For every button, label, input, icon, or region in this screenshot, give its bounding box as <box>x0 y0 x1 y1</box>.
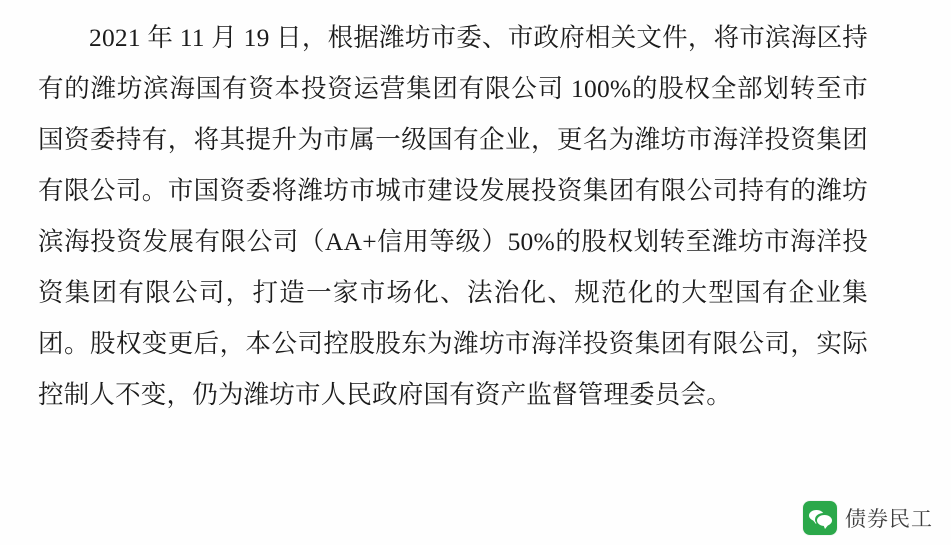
document-body <box>38 12 868 420</box>
document-paragraph: 2021 年 11 月 19 日，根据潍坊市委、市政府相关文件，将市滨海区持有的潍坊滨海国有资本投资运营集团有限公司 100%的股权全部划转至市国资委持有，将其提升为市属一级国有企业，更名为潍坊市海洋投资集团有限公司。市国资委将潍坊市城市建设发展投资集团有限公司持有的潍坊滨海投资发展有限公司（AA+信用等级）50%的股权划转至潍坊市海洋投资集团有限公司，打造一家市场化、法治化、规范化的大型国有企业集团。股权变更后，本公司控股股东为潍坊市海洋投资集团有限公司，实际控制人不变，仍为潍坊市人民政府国有资产监督管理委员会。 <box>38 23 868 409</box>
watermark <box>803 501 933 535</box>
watermark-label: 债券民工 <box>845 508 933 531</box>
wechat-chat-bubbles-icon <box>803 501 837 535</box>
